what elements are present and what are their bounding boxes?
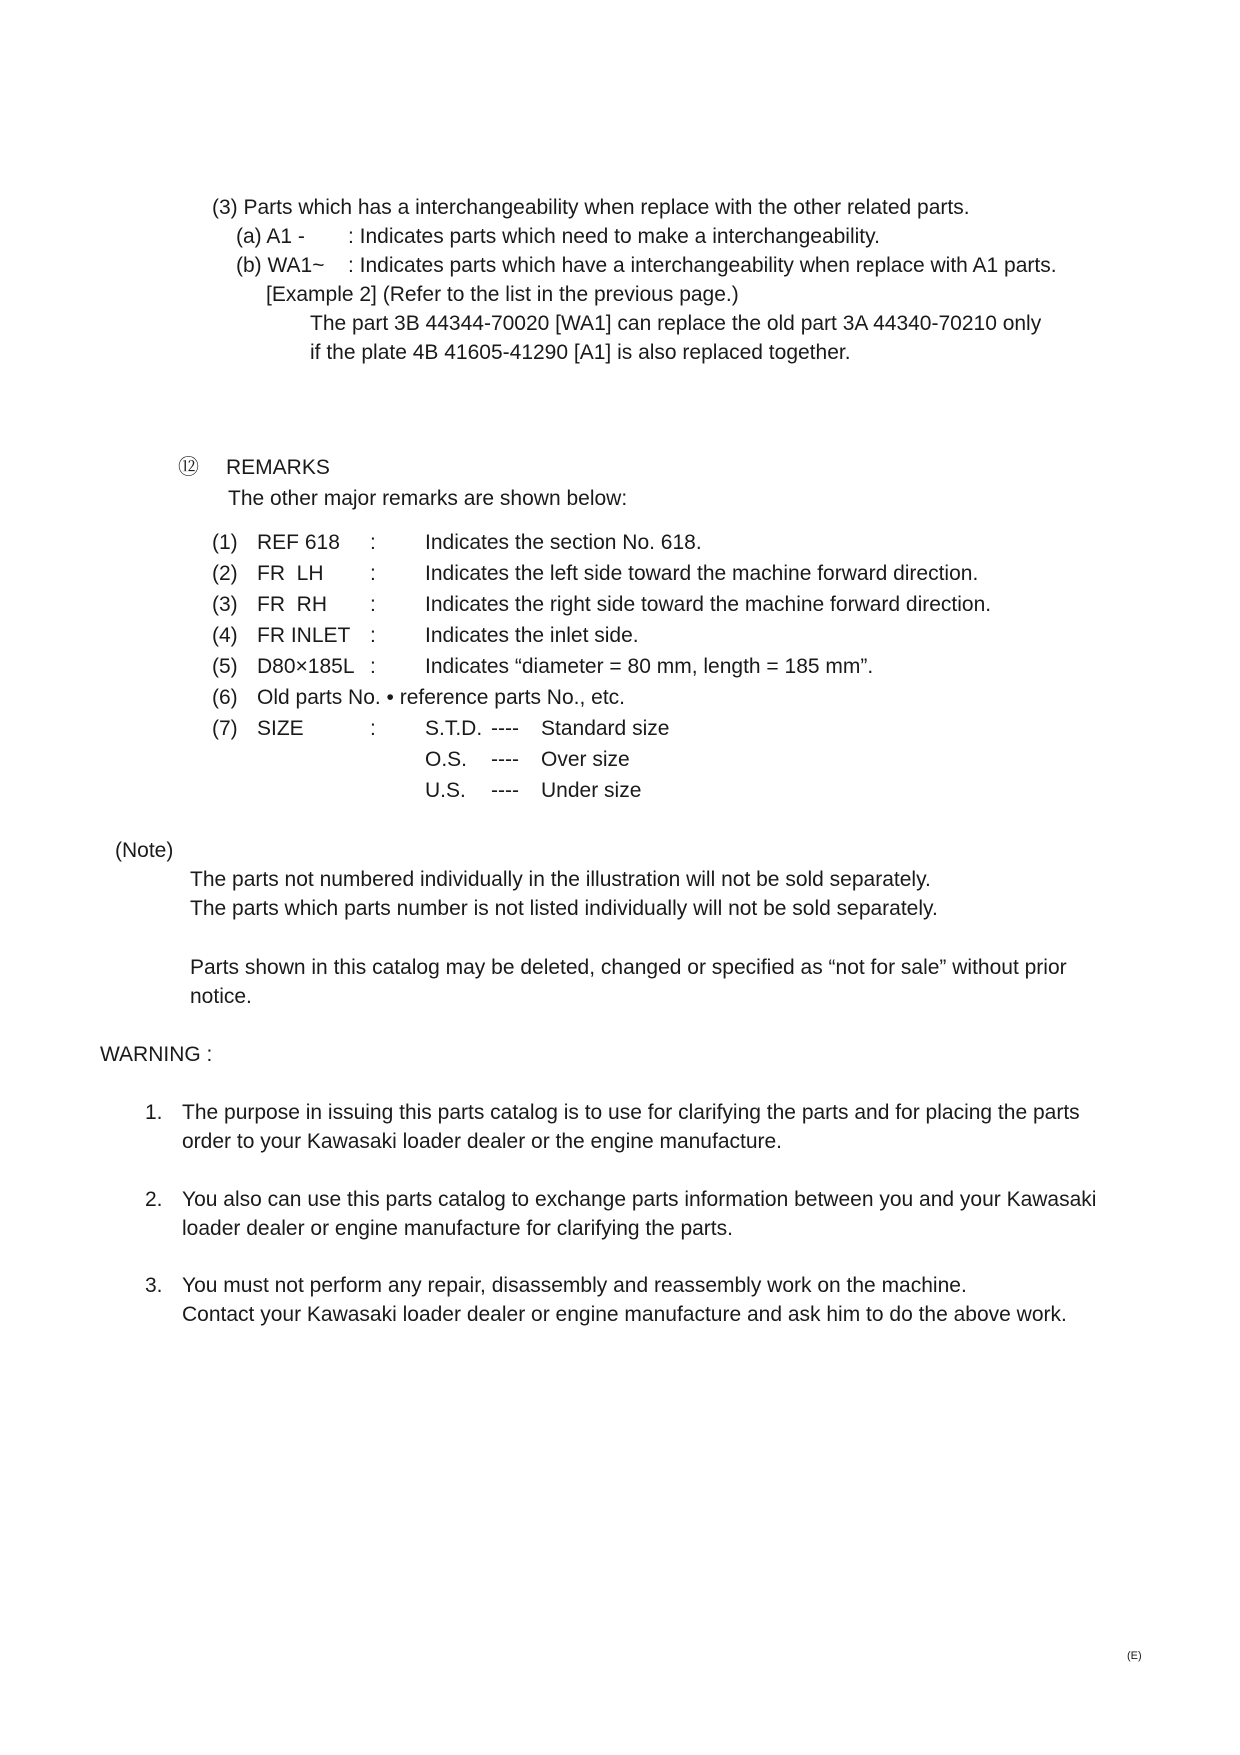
remark-num: (5) [212, 655, 238, 678]
remark-num: (3) [212, 593, 238, 616]
page-mark: (E) [1127, 1650, 1142, 1662]
remarks-intro: The other major remarks are shown below: [228, 487, 628, 510]
size-desc: Standard size [541, 717, 670, 740]
remarks-title: REMARKS [226, 456, 330, 479]
remark-sep: : [370, 624, 376, 647]
remark-item [212, 561, 978, 587]
note-line-2: The parts which parts number is not listed individually will not be sold separately. [190, 897, 938, 920]
remark-num: (1) [212, 531, 238, 554]
a1-label: (a) A1 - [236, 225, 305, 248]
wa1-desc: : Indicates parts which have a interchangeability when replace with A1 parts. [348, 254, 1057, 277]
note-line-3: Parts shown in this catalog may be deleted, changed or specified as “not for sale” without prior [190, 956, 1067, 979]
remark-term: REF 618 [257, 531, 340, 554]
a1-desc: : Indicates parts which need to make a interchangeability. [348, 225, 880, 248]
remark-desc: Indicates the right side toward the machine forward direction. [425, 593, 992, 616]
remark-term: FR LH [257, 562, 324, 585]
remark-desc: Indicates the inlet side. [425, 624, 639, 647]
size-row [425, 778, 641, 804]
size-desc: Under size [541, 779, 642, 802]
size-abbr: U.S. [425, 779, 466, 802]
size-abbr: O.S. [425, 748, 468, 771]
remark-sep: : [370, 593, 376, 616]
remark-term: D80×185L [257, 655, 355, 678]
remark-sep: : [370, 655, 376, 678]
remark-term: Old parts No. • reference parts No., etc. [257, 686, 626, 709]
size-desc: Over size [541, 748, 630, 771]
remark-num: (2) [212, 562, 238, 585]
remark-sep: : [370, 717, 376, 740]
remark-item [212, 716, 669, 742]
warning-line: order to your Kawasaki loader dealer or the engine manufacture. [182, 1130, 783, 1153]
note-title: (Note) [115, 839, 174, 862]
remark-num: (6) [212, 686, 238, 709]
a1-row [236, 224, 880, 250]
remark-item [212, 530, 702, 556]
wa1-row [236, 253, 1057, 279]
remark-num: (4) [212, 624, 238, 647]
remark-term: FR RH [257, 593, 327, 616]
remark-desc: Indicates “diameter = 80 mm, length = 185 mm”. [425, 655, 874, 678]
warning-line: You must not perform any repair, disassembly and reassembly work on the machine. [182, 1274, 967, 1297]
warning-num: 3. [145, 1274, 163, 1297]
remark-term: SIZE [257, 717, 304, 740]
warning-title: WARNING : [100, 1043, 213, 1066]
example-line-2: if the plate 4B 41605-41290 [A1] is also replaced together. [310, 341, 851, 364]
size-dash: ---- [491, 717, 519, 740]
remark-sep: : [370, 531, 376, 554]
remarks-marker: ⑫ [178, 456, 199, 479]
interchangeability-heading: (3) Parts which has a interchangeability when replace with the other related parts. [212, 196, 970, 219]
remark-sep: : [370, 562, 376, 585]
remark-desc: Indicates the left side toward the machine forward direction. [425, 562, 979, 585]
remark-item [212, 654, 873, 680]
warning-num: 2. [145, 1188, 163, 1211]
size-dash: ---- [491, 779, 519, 802]
note-line-4: notice. [190, 985, 252, 1008]
remark-num: (7) [212, 717, 238, 740]
remark-desc: Indicates the section No. 618. [425, 531, 702, 554]
warning-line: The purpose in issuing this parts catalog is to use for clarifying the parts and for placing the parts [182, 1101, 1080, 1124]
size-dash: ---- [491, 748, 519, 771]
warning-num: 1. [145, 1101, 163, 1124]
example-line-1: The part 3B 44344-70020 [WA1] can replace the old part 3A 44340-70210 only [310, 312, 1042, 335]
size-row [425, 747, 630, 773]
remark-item [212, 685, 625, 711]
warning-line: You also can use this parts catalog to exchange parts information between you and your Kawasaki [182, 1188, 1097, 1211]
remark-term: FR INLET [257, 624, 351, 647]
remark-item [212, 592, 991, 618]
wa1-label: (b) WA1~ [236, 254, 325, 277]
example-title: [Example 2] (Refer to the list in the previous page.) [266, 283, 739, 306]
remark-item [212, 623, 639, 649]
size-abbr: S.T.D. [425, 717, 483, 740]
warning-line: Contact your Kawasaki loader dealer or engine manufacture and ask him to do the above work. [182, 1303, 1067, 1326]
note-line-1: The parts not numbered individually in the illustration will not be sold separately. [190, 868, 931, 891]
warning-line: loader dealer or engine manufacture for clarifying the parts. [182, 1217, 733, 1240]
